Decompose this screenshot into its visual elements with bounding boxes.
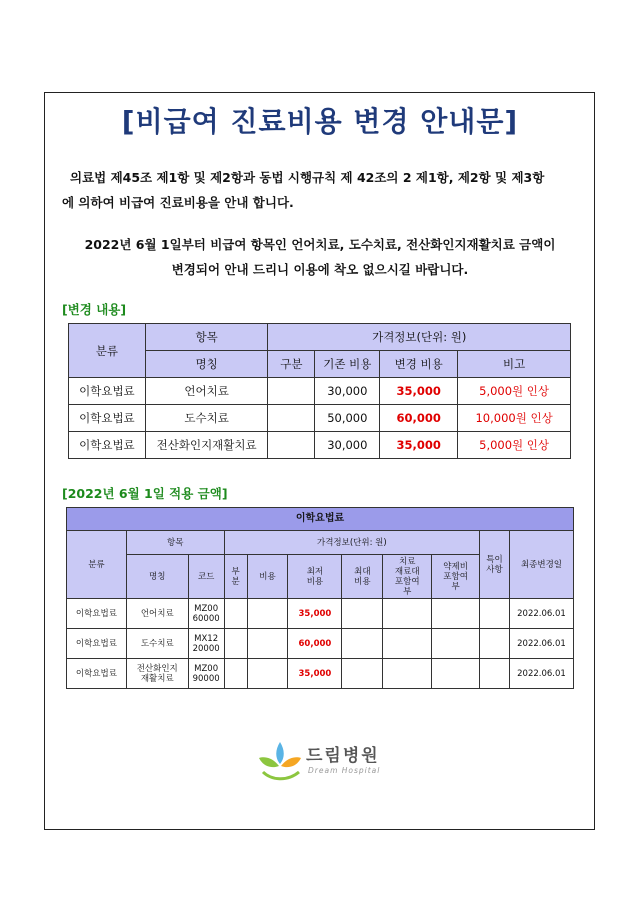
cell-cost — [247, 659, 288, 689]
notice-line-1: 2022년 6월 1일부터 비급여 항목인 언어치료, 도수치료, 전산화인지재활치료 금액이 — [84, 237, 556, 252]
cell-material — [383, 659, 432, 689]
header-item: 항목 — [145, 324, 268, 351]
cell-max-cost — [342, 599, 383, 629]
cell-last-changed: 2022.06.01 — [509, 599, 573, 629]
cell-min-cost: 60,000 — [288, 629, 342, 659]
cell-drug — [432, 629, 480, 659]
cell-code: MX12 20000 — [188, 629, 224, 659]
cell-name: 도수치료 — [126, 629, 188, 659]
cell-max-cost — [342, 659, 383, 689]
cell-name: 언어치료 — [145, 378, 268, 405]
header-type: 구분 — [268, 351, 315, 378]
cell-special — [480, 659, 510, 689]
header-old-cost: 기존 비용 — [315, 351, 380, 378]
intro-paragraph — [62, 165, 578, 215]
cell-category: 이학요법료 — [67, 659, 127, 689]
cell-remark: 5,000원 인상 — [458, 378, 571, 405]
leaf-logo-icon — [257, 738, 303, 786]
cell-part — [224, 659, 247, 689]
logo-subtitle: Dream Hospital — [308, 766, 381, 775]
cell-new-cost: 35,000 — [380, 432, 458, 459]
cell-name: 전산화인지 재활치료 — [126, 659, 188, 689]
cell-last-changed: 2022.06.01 — [509, 629, 573, 659]
cell-drug — [432, 599, 480, 629]
cell-part — [224, 629, 247, 659]
intro-line-2: 에 의하여 비급여 진료비용을 안내 합니다. — [62, 195, 294, 210]
cell-material — [383, 599, 432, 629]
header-price-info: 가격정보(단위: 원) — [224, 531, 479, 555]
cell-category: 이학요법료 — [69, 432, 146, 459]
table-row — [67, 629, 574, 659]
header-max-cost: 최대 비용 — [342, 555, 383, 599]
cell-code: MZ00 60000 — [188, 599, 224, 629]
cell-special — [480, 629, 510, 659]
cell-name: 전산화인지재활치료 — [145, 432, 268, 459]
cell-name: 도수치료 — [145, 405, 268, 432]
header-drug-included: 약제비 포함여 부 — [432, 555, 480, 599]
cell-category: 이학요법료 — [67, 599, 127, 629]
table-row — [69, 378, 571, 405]
header-min-cost: 최저 비용 — [288, 555, 342, 599]
header-last-changed: 최종변경일 — [509, 531, 573, 599]
header-name: 명칭 — [145, 351, 268, 378]
cell-category: 이학요법료 — [69, 378, 146, 405]
cell-category: 이학요법료 — [67, 629, 127, 659]
header-category: 분류 — [69, 324, 146, 378]
header-name: 명칭 — [126, 555, 188, 599]
change-section-label: [변경 내용] — [62, 302, 127, 317]
table-row — [67, 659, 574, 689]
hospital-logo — [257, 738, 397, 786]
cell-drug — [432, 659, 480, 689]
cell-old-cost: 30,000 — [315, 432, 380, 459]
cell-special — [480, 599, 510, 629]
header-code: 코드 — [188, 555, 224, 599]
header-item: 항목 — [126, 531, 224, 555]
cell-last-changed: 2022.06.01 — [509, 659, 573, 689]
cell-cost — [247, 629, 288, 659]
cell-new-cost: 60,000 — [380, 405, 458, 432]
cell-part — [224, 599, 247, 629]
cell-old-cost: 30,000 — [315, 378, 380, 405]
cell-category: 이학요법료 — [69, 405, 146, 432]
table-row — [69, 405, 571, 432]
cell-min-cost: 35,000 — [288, 599, 342, 629]
table-caption: 이학요법료 — [67, 508, 574, 531]
logo-name: 드림병원 — [306, 746, 380, 766]
cell-max-cost — [342, 629, 383, 659]
cell-type — [268, 405, 315, 432]
cell-min-cost: 35,000 — [288, 659, 342, 689]
cell-old-cost: 50,000 — [315, 405, 380, 432]
cell-remark: 5,000원 인상 — [458, 432, 571, 459]
cell-code: MZ00 90000 — [188, 659, 224, 689]
intro-line-1: 의료법 제45조 제1항 및 제2항과 동법 시행규칙 제 42조의 2 제1항, 제2항 및 제3항 — [70, 170, 545, 185]
change-notice — [0, 232, 640, 282]
header-cost: 비용 — [247, 555, 288, 599]
header-material-included: 치료 재료대 포함여 부 — [383, 555, 432, 599]
header-price-info: 가격정보(단위: 원) — [268, 324, 571, 351]
header-remark: 비고 — [458, 351, 571, 378]
header-new-cost: 변경 비용 — [380, 351, 458, 378]
applied-section-label: [2022년 6월 1일 적용 금액] — [62, 486, 228, 501]
notice-line-2: 변경되어 안내 드리니 이용에 착오 없으시길 바랍니다. — [171, 262, 469, 277]
header-part: 부 분 — [224, 555, 247, 599]
cell-name: 언어치료 — [126, 599, 188, 629]
cell-material — [383, 629, 432, 659]
cell-remark: 10,000원 인상 — [458, 405, 571, 432]
header-category: 분류 — [67, 531, 127, 599]
cell-type — [268, 378, 315, 405]
cell-type — [268, 432, 315, 459]
header-special: 특이 사항 — [480, 531, 510, 599]
applied-price-table — [66, 507, 574, 689]
table-row — [67, 599, 574, 629]
table-row — [69, 432, 571, 459]
change-table — [68, 323, 571, 459]
page-title: [비급여 진료비용 변경 안내문] — [121, 105, 519, 138]
cell-new-cost: 35,000 — [380, 378, 458, 405]
cell-cost — [247, 599, 288, 629]
